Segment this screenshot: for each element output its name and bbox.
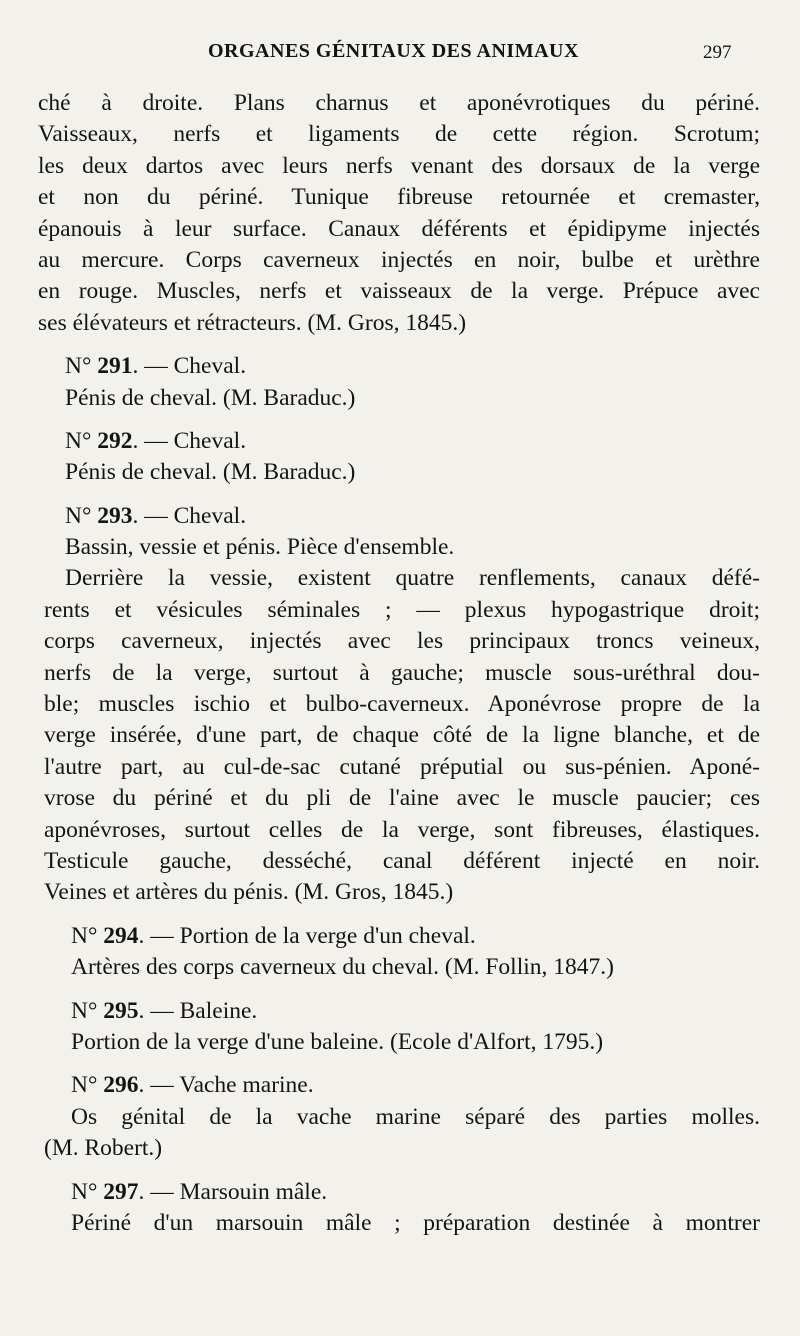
entry-title: . — Cheval. bbox=[132, 427, 247, 454]
entry-number: 297 bbox=[103, 1178, 139, 1205]
entry-title: . — Portion de la verge d'un cheval. bbox=[138, 922, 476, 949]
entry-heading bbox=[38, 1177, 760, 1208]
text-line: Derrière la vessie, existent quatre renflements, canaux défé- bbox=[65, 565, 760, 592]
text-line: nerfs de la verge, surtout à gauche; muscle sous-uréthral dou- bbox=[44, 659, 760, 686]
page-header bbox=[0, 40, 800, 70]
entry-heading bbox=[38, 1070, 760, 1101]
text-line: corps caverneux, injectés avec les principaux troncs veineux, bbox=[44, 628, 760, 655]
text-line: rents et vésicules séminales ; — plexus hypogastrique droit; bbox=[44, 596, 760, 623]
entry-number: 294 bbox=[103, 922, 139, 949]
text-line: Pénis de cheval. (M. Baraduc.) bbox=[65, 459, 356, 486]
text-line: Pénis de cheval. (M. Baraduc.) bbox=[65, 384, 356, 411]
running-title: ORGANES GÉNITAUX DES ANIMAUX bbox=[208, 40, 579, 62]
text-line: ché à droite. Plans charnus et aponévrotiques du périné. bbox=[38, 90, 760, 116]
entry-title: . — Cheval. bbox=[132, 353, 247, 380]
entry-heading bbox=[38, 921, 760, 952]
entry-number: 291 bbox=[97, 353, 133, 380]
entry-prefix: N° bbox=[65, 427, 92, 454]
text-line: en rouge. Muscles, nerfs et vaisseaux de la verge. Prépuce avec bbox=[38, 278, 760, 305]
entry-heading bbox=[38, 351, 760, 382]
text-line: aponévroses, surtout celles de la verge, sont fibreuses, élastiques. bbox=[44, 816, 760, 843]
text-line: les deux dartos avec leurs nerfs venant des dorsaux de la verge bbox=[38, 152, 760, 179]
text-line: Artères des corps caverneux du cheval. (M. Follin, 1847.) bbox=[71, 954, 614, 981]
text-line: (M. Robert.) bbox=[44, 1135, 163, 1162]
entry-heading bbox=[38, 426, 760, 457]
entry-number: 295 bbox=[103, 997, 139, 1024]
entry-number: 296 bbox=[103, 1072, 139, 1099]
entry-prefix: N° bbox=[65, 502, 92, 529]
text-line: vrose du périné et du pli de l'aine avec le muscle paucier; ces bbox=[44, 785, 760, 812]
entry-prefix: N° bbox=[71, 997, 98, 1024]
entry-prefix: N° bbox=[65, 353, 92, 380]
text-line: Portion de la verge d'une baleine. (Ecole d'Alfort, 1795.) bbox=[71, 1028, 604, 1055]
entry-heading bbox=[38, 501, 760, 532]
text-line: épanouis à leur surface. Canaux déférents et épidipyme injectés bbox=[38, 215, 760, 242]
text-line: au mercure. Corps caverneux injectés en noir, bulbe et urèthre bbox=[38, 246, 760, 273]
entry-title: . — Vache marine. bbox=[138, 1072, 314, 1099]
text-line: Bassin, vessie et pénis. Pièce d'ensemble. bbox=[65, 534, 455, 561]
entry-prefix: N° bbox=[71, 1178, 98, 1205]
entry-title: . — Baleine. bbox=[138, 997, 258, 1024]
entry-heading bbox=[38, 996, 760, 1027]
text-line: Vaisseaux, nerfs et ligaments de cette région. Scrotum; bbox=[38, 121, 760, 148]
text-line: ble; muscles ischio et bulbo-caverneux. Aponévrose propre de la bbox=[44, 691, 760, 718]
entry-title: . — Cheval. bbox=[132, 502, 247, 529]
page-number: 297 bbox=[703, 42, 732, 63]
text-line: verge insérée, d'une part, de chaque côté de la ligne blanche, et de bbox=[44, 722, 760, 749]
entry-number: 293 bbox=[97, 502, 133, 529]
entry-prefix: N° bbox=[71, 1072, 98, 1099]
text-line: Périné d'un marsouin mâle ; préparation destinée à montrer bbox=[71, 1209, 760, 1236]
page-body bbox=[38, 88, 760, 1239]
text-line: Testicule gauche, desséché, canal déférent injecté en noir. bbox=[44, 847, 760, 874]
text-line: Os génital de la vache marine séparé des parties molles. bbox=[71, 1103, 760, 1130]
text-line: l'autre part, au cul-de-sac cutané préputial ou sus-pénien. Aponé- bbox=[44, 753, 760, 780]
entry-prefix: N° bbox=[71, 922, 98, 949]
entry-title: . — Marsouin mâle. bbox=[138, 1178, 328, 1205]
text-line: Veines et artères du pénis. (M. Gros, 1845.) bbox=[44, 879, 454, 906]
entry-number: 292 bbox=[97, 427, 133, 454]
text-line: ses élévateurs et rétracteurs. (M. Gros, 1845.) bbox=[38, 309, 467, 336]
text-line: et non du périné. Tunique fibreuse retournée et cremaster, bbox=[38, 184, 760, 211]
